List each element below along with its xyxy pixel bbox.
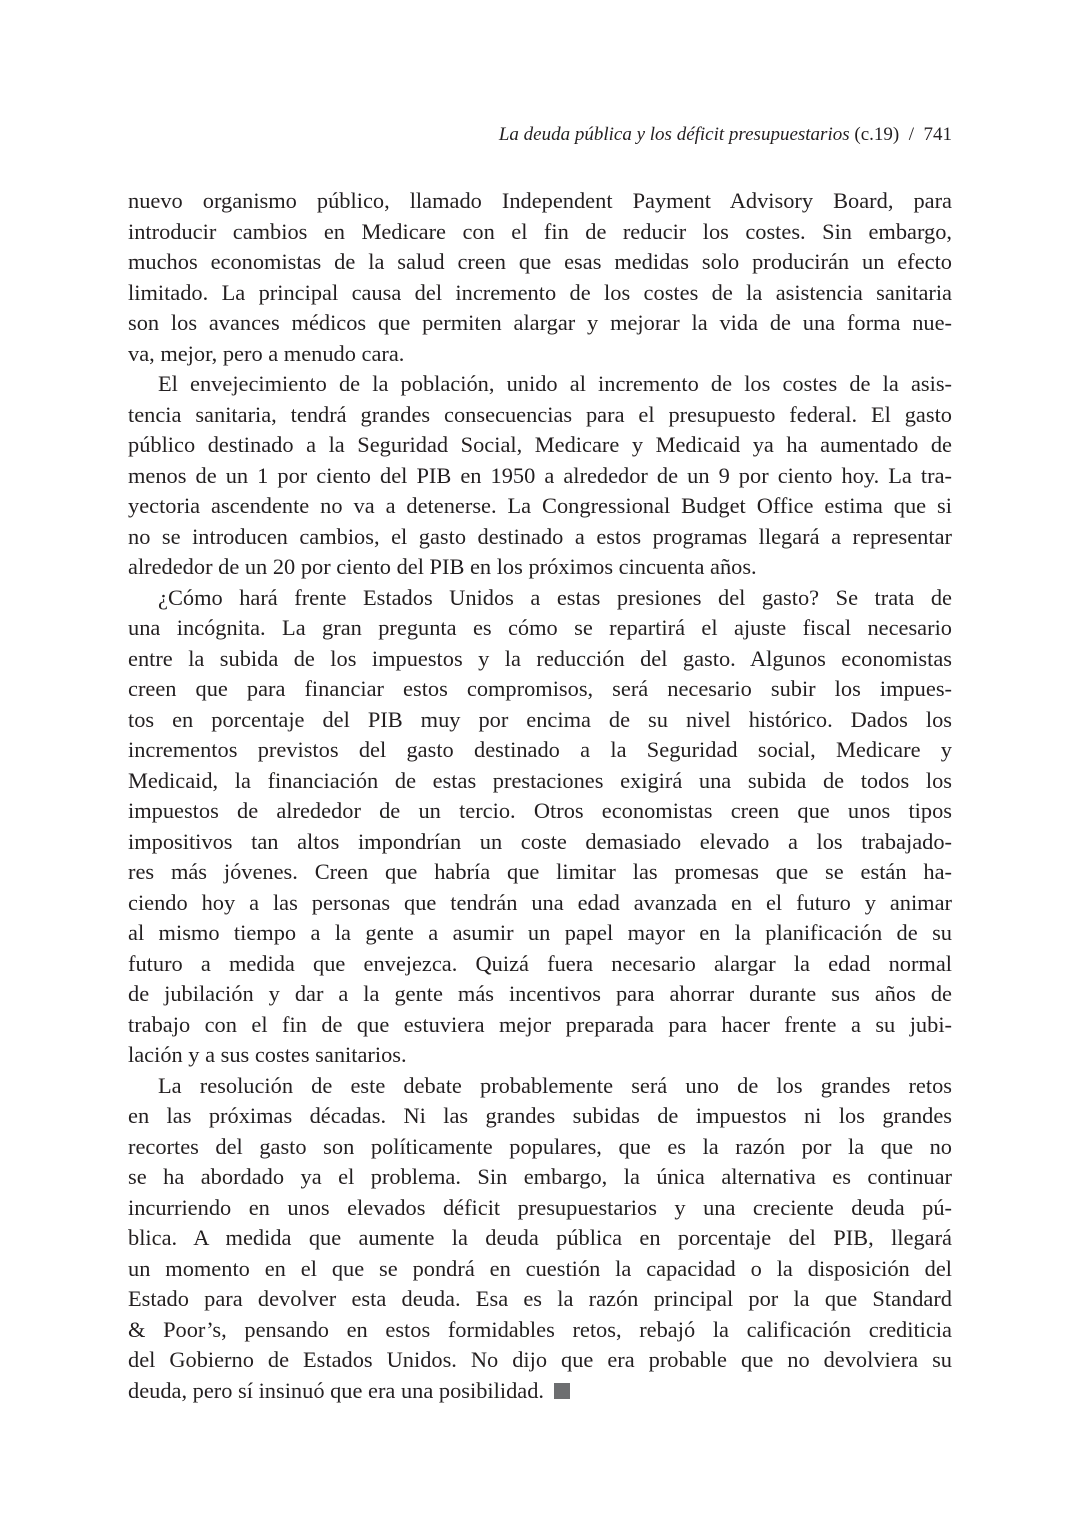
text-line (128, 552, 952, 583)
text-line (128, 522, 952, 553)
text-line-content: yectoria ascendente no va a detenerse. La Congressional Budget Office estima que si (128, 493, 952, 518)
text-line-content: blica. A medida que aumente la deuda pública en porcentaje del PIB, llegará (128, 1225, 952, 1250)
text-line (128, 827, 952, 858)
text-line-content: se ha abordado ya el problema. Sin embargo, la única alternativa es continuar (128, 1164, 952, 1189)
text-line (128, 1010, 952, 1041)
text-line (128, 949, 952, 980)
text-line-content: de jubilación y dar a la gente más incentivos para ahorrar durante sus años de (128, 981, 952, 1006)
paragraph (128, 1071, 952, 1407)
text-line (128, 644, 952, 675)
text-line (128, 1071, 952, 1102)
text-line-content: público destinado a la Seguridad Social, Medicare y Medicaid ya ha aumentado de (128, 432, 952, 457)
header-separator: / (908, 124, 914, 145)
text-line (128, 888, 952, 919)
text-line (128, 1162, 952, 1193)
text-line (128, 613, 952, 644)
text-line (128, 339, 952, 370)
text-line-content: al mismo tiempo a la gente a asumir un papel mayor en la planificación de su (128, 920, 952, 945)
text-line (128, 430, 952, 461)
text-line (128, 705, 952, 736)
paragraph (128, 583, 952, 1071)
text-line-content: entre la subida de los impuestos y la reducción del gasto. Algunos economistas (128, 645, 952, 671)
text-line-content: trabajo con el fin de que estuviera mejor preparada para hacer frente a su jubi- (128, 1011, 952, 1037)
text-line-content: res más jóvenes. Creen que habría que limitar las promesas que se están ha- (128, 859, 952, 884)
text-line (128, 979, 952, 1010)
paragraph (128, 186, 952, 369)
text-line-content: del Gobierno de Estados Unidos. No dijo que era probable que no devolviera su (128, 1347, 952, 1372)
text-line (128, 1376, 952, 1407)
text-line-content: son los avances médicos que permiten alargar y mejorar la vida de una forma nue- (128, 310, 952, 335)
running-header (499, 124, 952, 146)
text-line (128, 1284, 952, 1315)
text-line-content: deuda, pero sí insinuó que era una posibilidad. (128, 1377, 544, 1403)
text-line-content: impositivos tan altos impondrían un coste demasiado elevado a los trabajado- (128, 828, 952, 854)
chapter-label: (c.19) (854, 124, 900, 145)
text-line-content: en las próximas décadas. Ni las grandes subidas de impuestos ni los grandes (128, 1103, 952, 1128)
text-line (128, 766, 952, 797)
text-line-content: Medicaid, la financiación de estas prestaciones exigirá una subida de todos los (128, 767, 952, 793)
text-line (128, 918, 952, 949)
text-line-content: lación y a sus costes sanitarios. (128, 1042, 407, 1067)
text-line-content: & Poor’s, pensando en estos formidables retos, rebajó la calificación crediticia (128, 1316, 952, 1342)
page-number: 741 (923, 124, 952, 145)
paragraph (128, 369, 952, 583)
text-line-content: introducir cambios en Medicare con el fin de reducir los costes. Sin embargo, (128, 218, 952, 244)
text-line (128, 278, 952, 309)
text-line-content: ciendo hoy a las personas que tendrán una edad avanzada en el futuro y animar (128, 889, 952, 915)
text-line (128, 1315, 952, 1346)
text-line-content: La resolución de este debate probablemente será uno de los grandes retos (158, 1072, 952, 1098)
text-line (128, 1193, 952, 1224)
text-line-content: nuevo organismo público, llamado Independent Payment Advisory Board, para (128, 188, 952, 213)
text-line-content: impuestos de alrededor de un tercio. Otros economistas creen que unos tipos (128, 798, 952, 823)
text-line (128, 1040, 952, 1071)
running-title: La deuda pública y los déficit presupuestarios (498, 124, 850, 145)
text-line (128, 308, 952, 339)
text-line-content: un momento en el que se pondrá en cuestión la capacidad o la disposición del (128, 1255, 952, 1281)
text-line (128, 369, 952, 400)
text-line-content: incrementos previstos del gasto destinado a la Seguridad social, Medicare y (128, 737, 952, 762)
text-line (128, 247, 952, 278)
end-of-section-square-icon (554, 1383, 570, 1399)
text-line (128, 186, 952, 217)
text-line (128, 674, 952, 705)
text-line (128, 583, 952, 614)
text-line (128, 1132, 952, 1163)
text-line-content: no se introducen cambios, el gasto destinado a estos programas llegará a representar (128, 523, 952, 549)
text-line (128, 217, 952, 248)
text-line (128, 461, 952, 492)
text-line-content: limitado. La principal causa del incremento de los costes de la asistencia sanitaria (128, 279, 952, 305)
text-line-content: alrededor de un 20 por ciento del PIB en los próximos cincuenta años. (128, 554, 757, 579)
text-line (128, 491, 952, 522)
text-line (128, 400, 952, 431)
text-line-content: muchos economistas de la salud creen que esas medidas solo producirán un efecto (128, 249, 952, 274)
text-line (128, 796, 952, 827)
text-line-content: El envejecimiento de la población, unido al incremento de los costes de la asis- (158, 371, 952, 396)
text-line-content: futuro a medida que envejezca. Quizá fuera necesario alargar la edad normal (128, 950, 952, 976)
text-line-content: menos de un 1 por ciento del PIB en 1950 a alrededor de un 9 por ciento hoy. La tra- (128, 462, 952, 488)
text-line-content: una incógnita. La gran pregunta es cómo se repartirá el ajuste fiscal necesario (128, 615, 952, 640)
text-line-content: ¿Cómo hará frente Estados Unidos a estas presiones del gasto? Se trata de (158, 584, 952, 610)
text-line (128, 1223, 952, 1254)
text-line-content: tencia sanitaria, tendrá grandes consecuencias para el presupuesto federal. El gasto (128, 401, 952, 427)
text-line-content: creen que para financiar estos compromisos, será necesario subir los impues- (128, 676, 952, 701)
text-line-content: incurriendo en unos elevados déficit presupuestarios y una creciente deuda pú- (128, 1194, 952, 1220)
text-line (128, 1254, 952, 1285)
text-line (128, 1101, 952, 1132)
text-line-content: tos en porcentaje del PIB muy por encima de su nivel histórico. Dados los (128, 706, 952, 732)
text-line-content: Estado para devolver esta deuda. Esa es la razón principal por la que Standard (128, 1286, 952, 1311)
text-line-content: va, mejor, pero a menudo cara. (128, 340, 405, 366)
body-text (128, 186, 952, 1406)
text-line (128, 1345, 952, 1376)
text-line (128, 857, 952, 888)
text-line-content: recortes del gasto son políticamente populares, que es la razón por la que no (128, 1133, 952, 1159)
text-line (128, 735, 952, 766)
